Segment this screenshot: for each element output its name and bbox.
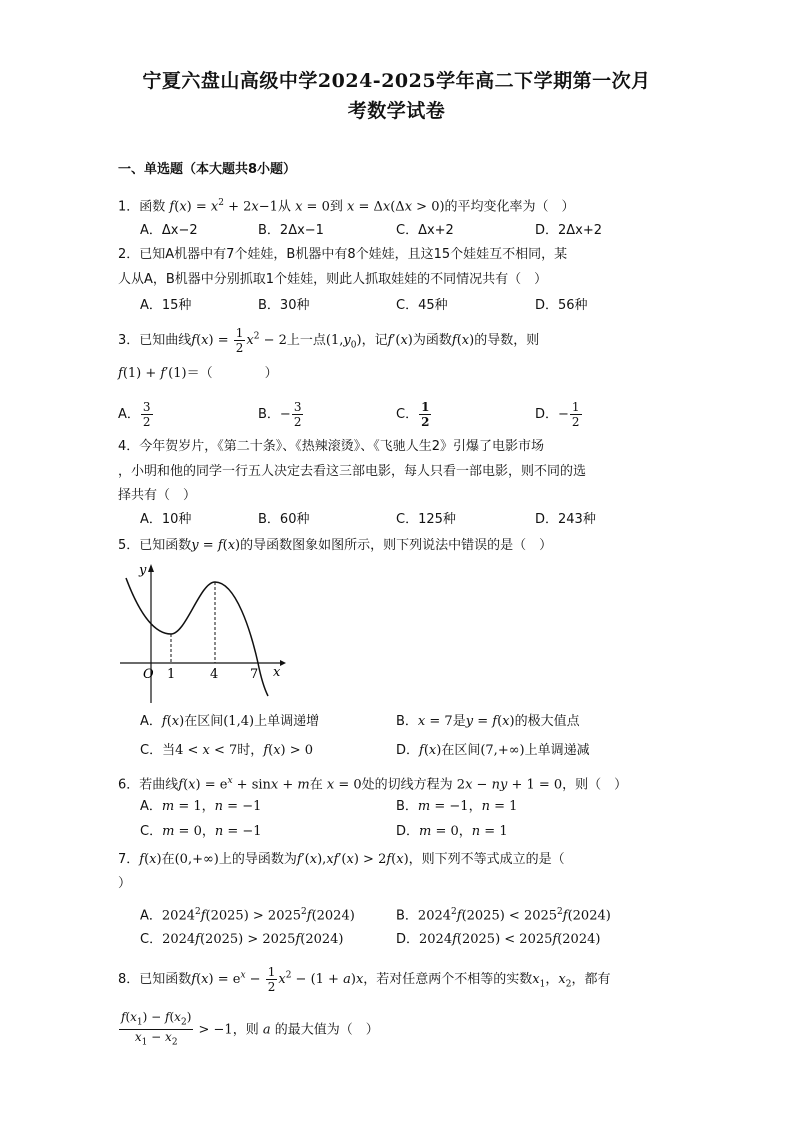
q2-option-d: D．56种 (535, 298, 588, 313)
q1-option-d: D．2Δx+2 (535, 223, 603, 238)
q3-option-a: A． $\frac{3}{2}$ (118, 400, 151, 429)
q1-func: f (169, 199, 175, 215)
tick-label-4: 4 (210, 667, 219, 682)
q8-text-b: ，若对任意两个不相等的实数 (363, 972, 533, 987)
x-axis-arrow (280, 660, 286, 666)
q7-text-c: 上的导函数为 (218, 852, 297, 867)
y-axis-label: y (139, 563, 147, 578)
q7-option-b: B．$2024^2f(2025) < 2025^2f(2024)$ (396, 907, 611, 924)
q3-text-b: 上一点 (286, 333, 326, 348)
q7-text-a: 7． (118, 852, 140, 867)
q6-text-d: ，则（ ） (562, 777, 628, 793)
q8-text-a: 8．已知函数 (118, 972, 192, 987)
q5-option-d: D．f(x)在区间(7,+∞)上单调递减 (396, 743, 590, 758)
q7-option-d: D．2024f(2025) < 2025f(2024) (396, 932, 601, 947)
q6-text-c: 处的切线方程为 (361, 777, 453, 793)
question-2-line1: 2．已知A机器中有7个娃娃，B机器中有8个娃娃，且这15个娃娃互不相同，某 (118, 247, 568, 262)
q4-option-b: B．60种 (258, 512, 310, 527)
q6-option-c: C．m = 0，n = −1 (140, 824, 262, 839)
q8-text-c: ， (545, 972, 559, 987)
q1-text-b: 从 (277, 199, 291, 215)
question-2-line2: 人从A，B机器中分别抓取1个娃娃，则此人抓取娃娃的不同情况共有（ ） (118, 272, 548, 287)
question-6-stem: 6．若曲线$f(x) = e^x + \sin x + m$在 x = 0处的切线方程为 2x − ny + 1 = 0，则（ ） (118, 776, 628, 793)
q2-option-b: B．30种 (258, 298, 310, 313)
exam-title-line1: 宁夏六盘山高级中学2024-2025学年高二下学期第一次月 (142, 70, 651, 92)
q1-option-b: B．2Δx−1 (258, 223, 324, 238)
q3-text-a: 3．已知曲线 (118, 333, 192, 348)
origin-label: O (143, 667, 154, 682)
question-3-line2: f(1) + f′(1)＝（ ） (118, 366, 278, 381)
question-8-stem: 8．已知函数$f(x) = e^x$ − $\frac{1}{2}$ $x^2 - (1 + a)x$，若对任意两个不相等的实数$x_1$，$x_2$，都有 (118, 965, 611, 994)
q8-line2-end: 的最大值为（ ） (274, 1022, 379, 1038)
q7-option-a: A．$2024^2f(2025) > 2025^2f(2024)$ (140, 907, 355, 924)
y-axis-arrow (148, 564, 154, 572)
q5-option-b: B．x = 7是y = f(x)的极大值点 (396, 714, 580, 729)
x-axis-label: x (273, 665, 281, 680)
q3-option-c: C． $\frac{1}{2}$ (396, 400, 430, 429)
q1-option-c: C．Δx+2 (396, 223, 454, 238)
q8-line2-tail: ，则 (232, 1022, 259, 1038)
question-5-stem: 5．已知函数y = f(x)的导函数图象如图所示，则下列说法中错误的是（ ） (118, 538, 553, 553)
q7-text-d: ，则下列不等式成立的是（ (408, 852, 565, 867)
q1-text-a: 1．函数 (118, 199, 166, 215)
q3-line2-tail: ＝（ ） (186, 366, 278, 381)
question-1-stem: 1．函数 $f(x) = x^2 + 2x-1$从 x = 0到 x = Δx(Δx > 0)的平均变化率为（ ） (118, 198, 575, 215)
question-4-line3: 择共有（ ） (118, 488, 197, 503)
q4-option-c: C．125种 (396, 512, 456, 527)
question-3-stem: 3．已知曲线f(x) = $\frac{1}{2}$ $x^2 - 2$上一点$(1,y_0)$，记f′(x)为函数f(x)的导数，则 (118, 326, 540, 355)
tick-label-7: 7 (250, 667, 259, 682)
q3-text-e: 的导数，则 (474, 333, 540, 348)
tick-label-1: 1 (167, 667, 176, 682)
q5-text-a: 5．已知函数 (118, 538, 192, 553)
exam-title-line2: 考数学试卷 (347, 100, 446, 122)
q2-option-c: C．45种 (396, 298, 448, 313)
q6-text-a: 6．若曲线 (118, 777, 179, 793)
q5-text-b: 的导函数图象如图所示，则下列说法中错误的是（ ） (240, 538, 553, 553)
q6-text-b: 在 (309, 777, 323, 793)
q4-option-a: A．10种 (140, 512, 192, 527)
q3-text-c: ，记 (361, 333, 388, 348)
question-4-line1: 4．今年贺岁片，《第二十条》、《热辣滚烫》、《飞驰人生2》引爆了电影市场 (118, 439, 545, 454)
q8-text-d: ，都有 (571, 972, 611, 987)
q2-option-a: A．15种 (140, 298, 192, 313)
q3-text-d: 为函数 (412, 333, 452, 348)
q5-option-c: C．当4 < x < 7时，f(x) > 0 (140, 743, 314, 758)
q4-option-d: D．243种 (535, 512, 596, 527)
derivative-graph (118, 560, 288, 705)
q6-option-a: A．m = 1，n = −1 (140, 799, 262, 814)
q6-option-b: B．m = −1，n = 1 (396, 799, 518, 814)
question-7-line2: ） (118, 876, 132, 891)
q3-option-d: D．− $\frac{1}{2}$ (535, 400, 580, 429)
q5-option-a: A．f(x)在区间(1,4)上单调递增 (140, 714, 320, 729)
q7-option-c: C．2024f(2025) > 2025f(2024) (140, 932, 344, 947)
q7-text-b: 在 (161, 852, 175, 867)
question-7-stem: 7．f(x)在(0,+∞)上的导函数为f′(x),xf′(x) > 2f(x)，则下列不等式成立的是（ (118, 852, 565, 867)
q1-text-d: 的平均变化率为（ ） (444, 199, 575, 215)
q1-text-c: 到 (329, 199, 343, 215)
question-4-line2: ，小明和他的同学一行五人决定去看这三部电影，每人只看一部电影，则不同的选 (118, 464, 587, 479)
section-heading: 一、单选题（本大题共8小题） (118, 162, 297, 177)
question-8-line2: $\frac{f(x_1) - f(x_2)}{x_1 - x_2}$ > −1，则 a 的最大值为（ ） (121, 1010, 379, 1048)
q3-option-b: B．− $\frac{3}{2}$ (258, 400, 302, 429)
q6-option-d: D．m = 0，n = 1 (396, 824, 508, 839)
q1-option-a: A．Δx−2 (140, 223, 198, 238)
